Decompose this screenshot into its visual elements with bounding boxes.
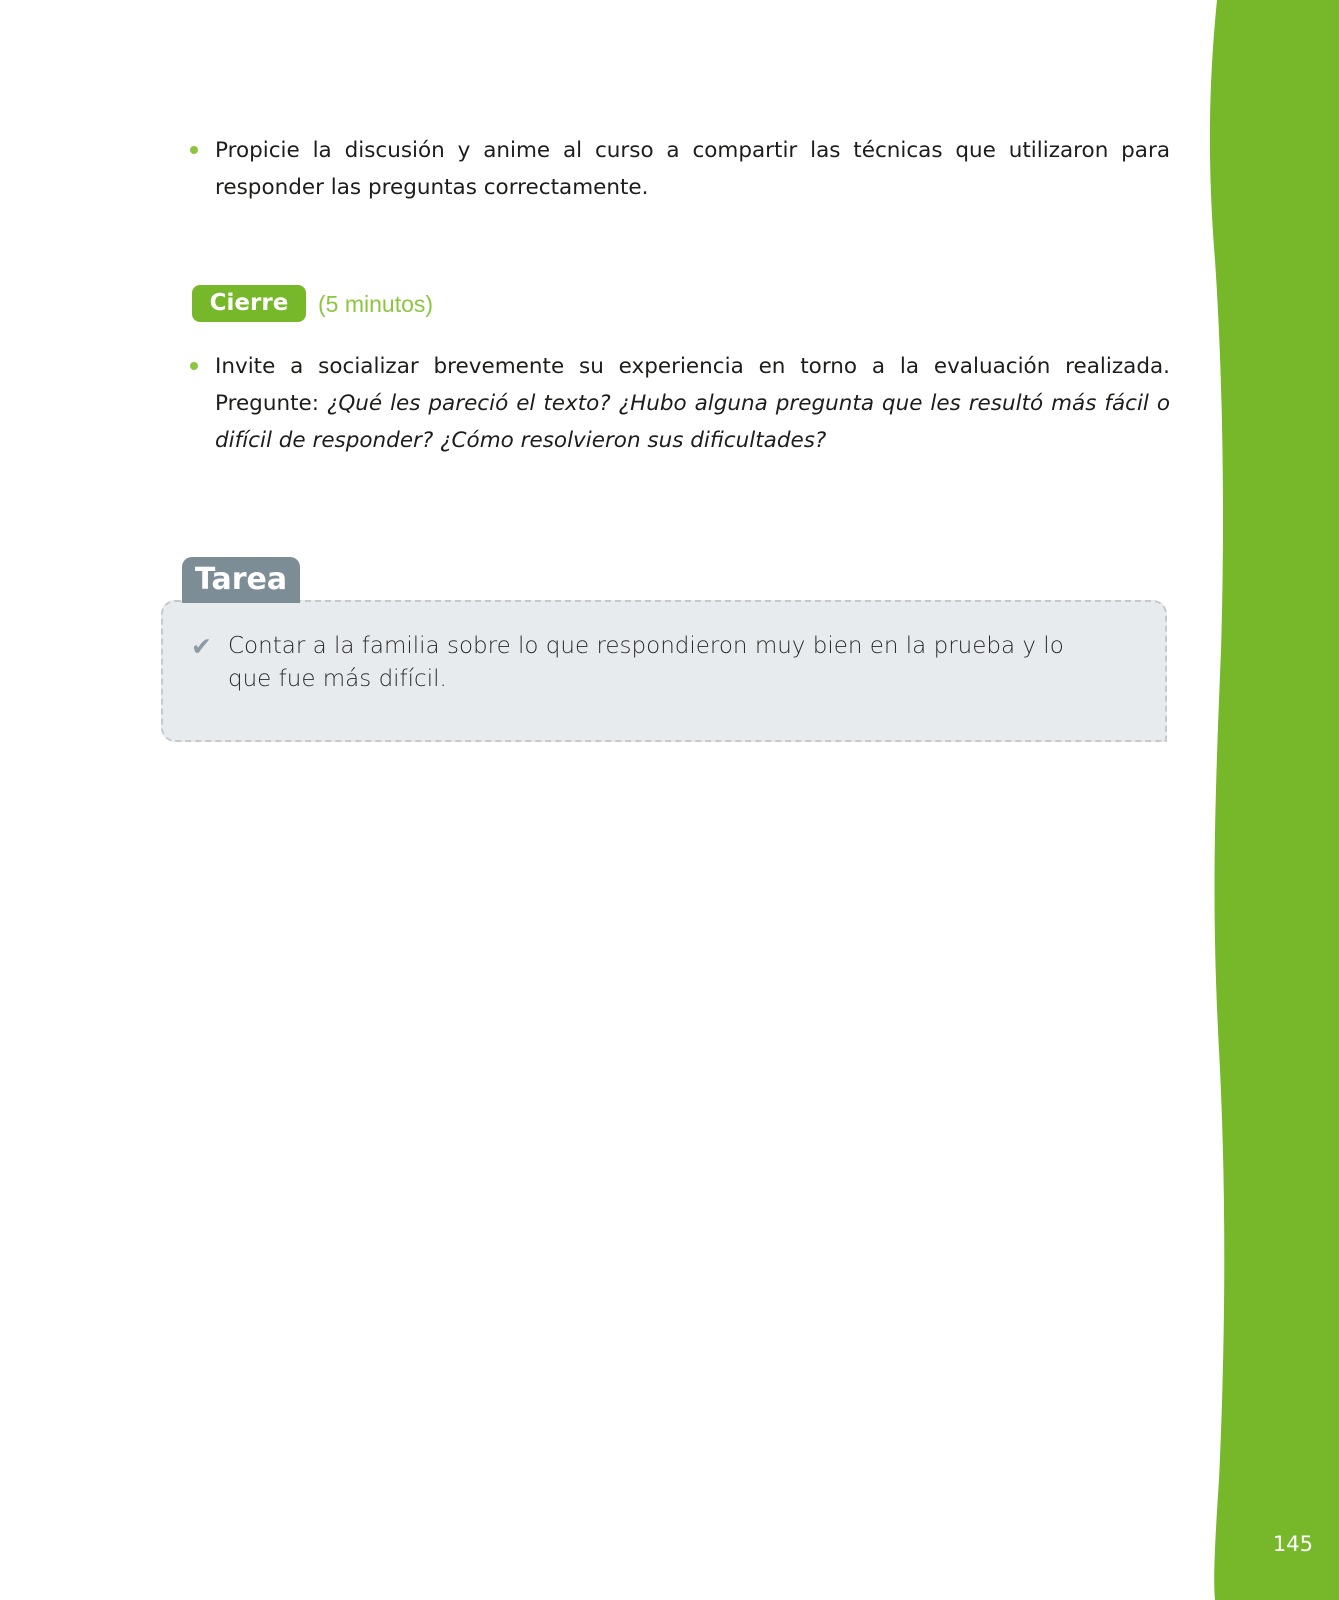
cierre-section-label: Cierre (192, 285, 306, 322)
bullet-dot (190, 146, 198, 154)
check-icon: ✔ (191, 632, 212, 661)
page-number: 145 (1272, 1532, 1313, 1556)
cierre-bullet-item (190, 348, 1170, 459)
intro-bullet-text: Propicie la discusión y anime al curso a compartir las técnicas que utilizaron para responder las preguntas correctamente. (215, 138, 1170, 200)
tarea-section-label: Tarea (182, 557, 300, 603)
tarea-text: Contar a la familia sobre lo que respondieron muy bien en la prueba y lo que fue más difícil. (228, 633, 1064, 692)
tarea-box (161, 600, 1167, 742)
intro-bullet-item (190, 132, 1170, 206)
cierre-bullet-paragraph (215, 348, 1170, 459)
cierre-bullet-questions: ¿Qué les pareció el texto? ¿Hubo alguna pregunta que les resultó más fácil o difícil de responder? ¿Cómo resolvieron sus dificultades? (215, 391, 1170, 453)
side-decoration-band (1209, 0, 1339, 1600)
bullet-dot (190, 362, 198, 370)
cierre-duration: (5 minutos) (318, 291, 434, 317)
cierre-bullet-text: Invite a socializar brevemente su experiencia en torno a la evaluación realizada. Pregunte: (215, 354, 1170, 416)
